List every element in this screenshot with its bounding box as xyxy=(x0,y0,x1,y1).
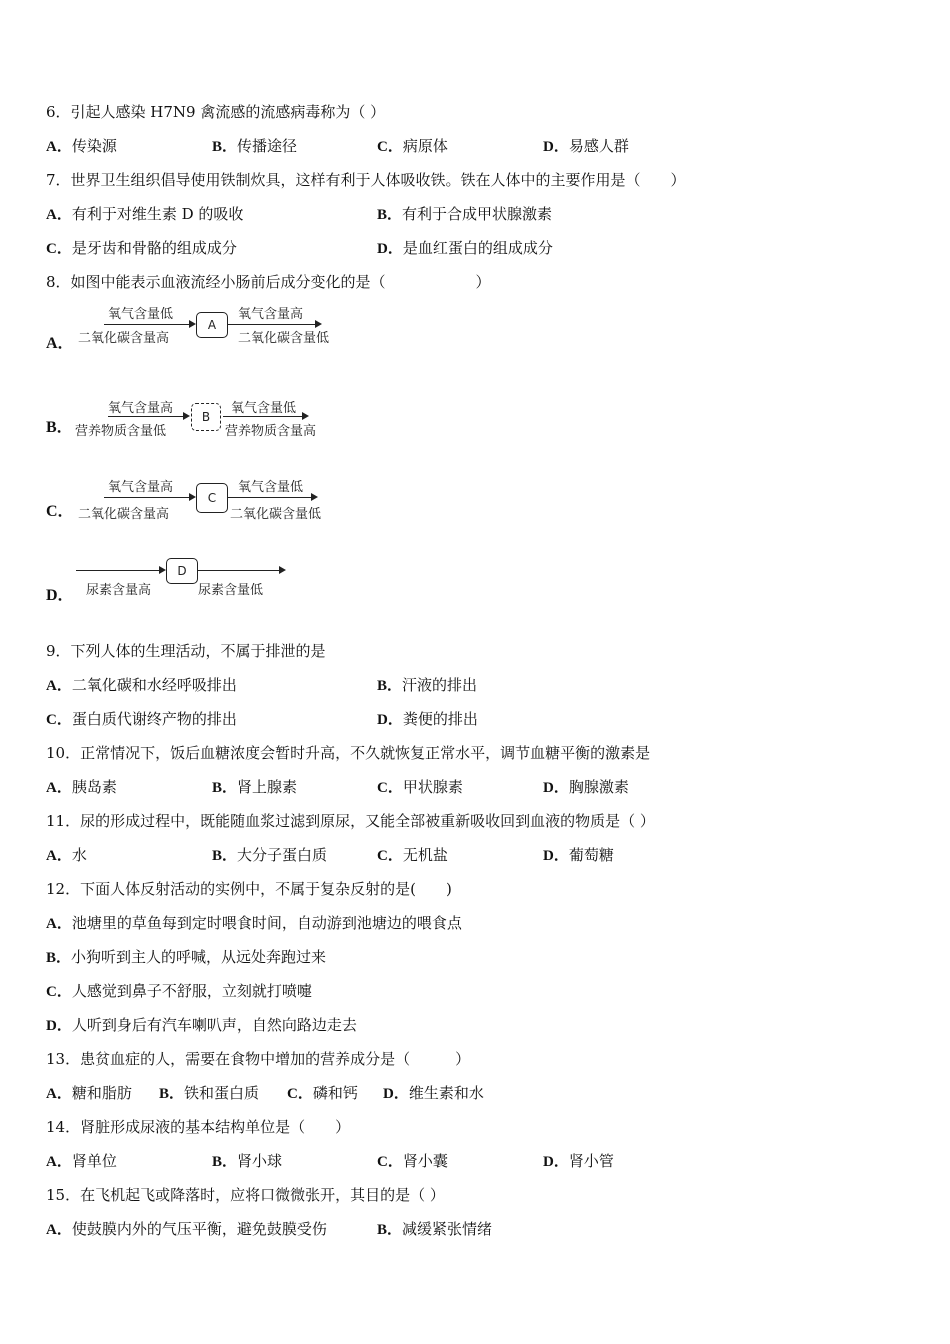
q10-option-d: D．胸腺激素 xyxy=(543,778,629,796)
q12-option-b: B．小狗听到主人的呼喊，从远处奔跑过来 xyxy=(46,948,327,966)
q10-option-b: B．肾上腺素 xyxy=(212,778,298,796)
q11-option-d: D．葡萄糖 xyxy=(543,846,614,864)
q9-option-a: A．二氧化碳和水经呼吸排出 xyxy=(46,676,237,694)
q8-c-out-arrow-icon xyxy=(228,497,316,498)
q13-option-a: A．糖和脂肪 xyxy=(46,1084,132,1102)
q8-d-in-arrow-icon xyxy=(76,570,164,571)
q10-option-c: C．甲状腺素 xyxy=(377,778,463,796)
q9-option-c: C．蛋白质代谢终产物的排出 xyxy=(46,710,237,728)
q7-option-b: B．有利于合成甲状腺激素 xyxy=(377,205,553,223)
q14-option-b: B．肾小球 xyxy=(212,1152,283,1170)
q13-option-d: D．维生素和水 xyxy=(383,1084,484,1102)
q8-a-out-top-label: 氧气含量高 xyxy=(238,307,304,322)
q8-d-out-arrow-icon xyxy=(198,570,284,571)
q8-a-out-bottom-label: 二氧化碳含量低 xyxy=(238,331,330,346)
q8-c-out-bottom-label: 二氧化碳含量低 xyxy=(230,507,322,522)
q7-option-a: A．有利于对维生素 D 的吸收 xyxy=(46,205,244,223)
question-8-stem: 8．如图中能表示血液流经小肠前后成分变化的是（ ） xyxy=(46,273,491,291)
q11-option-b: B．大分子蛋白质 xyxy=(212,846,328,864)
question-9-stem: 9．下列人体的生理活动，不属于排泄的是 xyxy=(46,642,326,660)
q15-option-b: B．减缓紧张情绪 xyxy=(377,1220,493,1238)
q8-b-in-bottom-label: 营养物质含量低 xyxy=(75,424,167,439)
q8-option-d-letter: D． xyxy=(46,587,74,604)
q6-option-b: B．传播途径 xyxy=(212,137,298,155)
q9-option-b: B．汗液的排出 xyxy=(377,676,478,694)
q8-a-in-arrow-icon xyxy=(104,324,194,325)
q8-option-b-letter: B． xyxy=(46,419,73,436)
q7-option-c: C．是牙齿和骨骼的组成成分 xyxy=(46,239,237,257)
q8-option-a-letter: A． xyxy=(46,335,74,352)
q9-option-d: D．粪便的排出 xyxy=(377,710,478,728)
q8-d-box: D xyxy=(166,558,198,584)
q8-b-out-top-label: 氧气含量低 xyxy=(231,401,297,416)
q8-diagram-a xyxy=(78,300,368,350)
question-14-stem: 14．肾脏形成尿液的基本结构单位是（ ） xyxy=(46,1118,351,1136)
question-12-stem: 12．下面人体反射活动的实例中，不属于复杂反射的是( ) xyxy=(46,880,452,898)
q8-c-in-bottom-label: 二氧化碳含量高 xyxy=(78,507,170,522)
q14-option-a: A．肾单位 xyxy=(46,1152,117,1170)
q11-option-a: A．水 xyxy=(46,846,87,864)
q7-option-d: D．是血红蛋白的组成成分 xyxy=(377,239,553,257)
q13-option-b: B．铁和蛋白质 xyxy=(159,1084,260,1102)
q10-option-a: A．胰岛素 xyxy=(46,778,117,796)
q8-c-in-arrow-icon xyxy=(104,497,194,498)
question-13-stem: 13．患贫血症的人，需要在食物中增加的营养成分是（ ） xyxy=(46,1050,471,1068)
q8-c-box: C xyxy=(196,483,228,513)
q8-c-out-top-label: 氧气含量低 xyxy=(238,480,304,495)
q12-option-a: A．池塘里的草鱼每到定时喂食时间，自动游到池塘边的喂食点 xyxy=(46,914,462,932)
q8-a-out-arrow-icon xyxy=(228,324,320,325)
q11-option-c: C．无机盐 xyxy=(377,846,448,864)
q8-d-out-bottom-label: 尿素含量低 xyxy=(198,583,264,598)
q8-a-in-top-label: 氧气含量低 xyxy=(108,307,174,322)
question-7-stem: 7．世界卫生组织倡导使用铁制炊具，这样有利于人体吸收铁。铁在人体中的主要作用是（ ） xyxy=(46,171,686,189)
q6-option-c: C．病原体 xyxy=(377,137,448,155)
q14-option-c: C．肾小囊 xyxy=(377,1152,448,1170)
q6-option-d: D．易感人群 xyxy=(543,137,629,155)
q8-b-box: B xyxy=(191,403,221,431)
q8-diagram-c xyxy=(78,473,368,525)
q8-b-in-top-label: 氧气含量高 xyxy=(108,401,174,416)
q8-b-out-arrow-icon xyxy=(223,416,307,417)
q8-a-in-bottom-label: 二氧化碳含量高 xyxy=(78,331,170,346)
q8-b-out-bottom-label: 营养物质含量高 xyxy=(225,424,317,439)
q13-option-c: C．磷和钙 xyxy=(287,1084,358,1102)
q8-a-box: A xyxy=(196,312,228,338)
q8-option-c-letter: C． xyxy=(46,503,74,520)
q8-diagram-b xyxy=(75,395,365,445)
q14-option-d: D．肾小管 xyxy=(543,1152,614,1170)
question-10-stem: 10．正常情况下，饭后血糖浓度会暂时升高，不久就恢复正常水平，调节血糖平衡的激素是 xyxy=(46,744,651,762)
q8-d-in-bottom-label: 尿素含量高 xyxy=(86,583,152,598)
q6-option-a: A．传染源 xyxy=(46,137,117,155)
q15-option-a: A．使鼓膜内外的气压平衡，避免鼓膜受伤 xyxy=(46,1220,327,1238)
q8-diagram-d xyxy=(76,558,306,603)
question-6-stem: 6．引起人感染 H7N9 禽流感的流感病毒称为（ ） xyxy=(46,103,386,121)
question-11-stem: 11．尿的形成过程中，既能随血浆过滤到原尿，又能全部被重新吸收回到血液的物质是（ ） xyxy=(46,812,655,830)
q12-option-c: C．人感觉到鼻子不舒服，立刻就打喷嚏 xyxy=(46,982,312,1000)
question-15-stem: 15．在飞机起飞或降落时，应将口微微张开，其目的是（ ） xyxy=(46,1186,445,1204)
q12-option-d: D．人听到身后有汽车喇叭声，自然向路边走去 xyxy=(46,1016,357,1034)
q8-b-in-arrow-icon xyxy=(108,416,188,417)
q8-c-in-top-label: 氧气含量高 xyxy=(108,480,174,495)
